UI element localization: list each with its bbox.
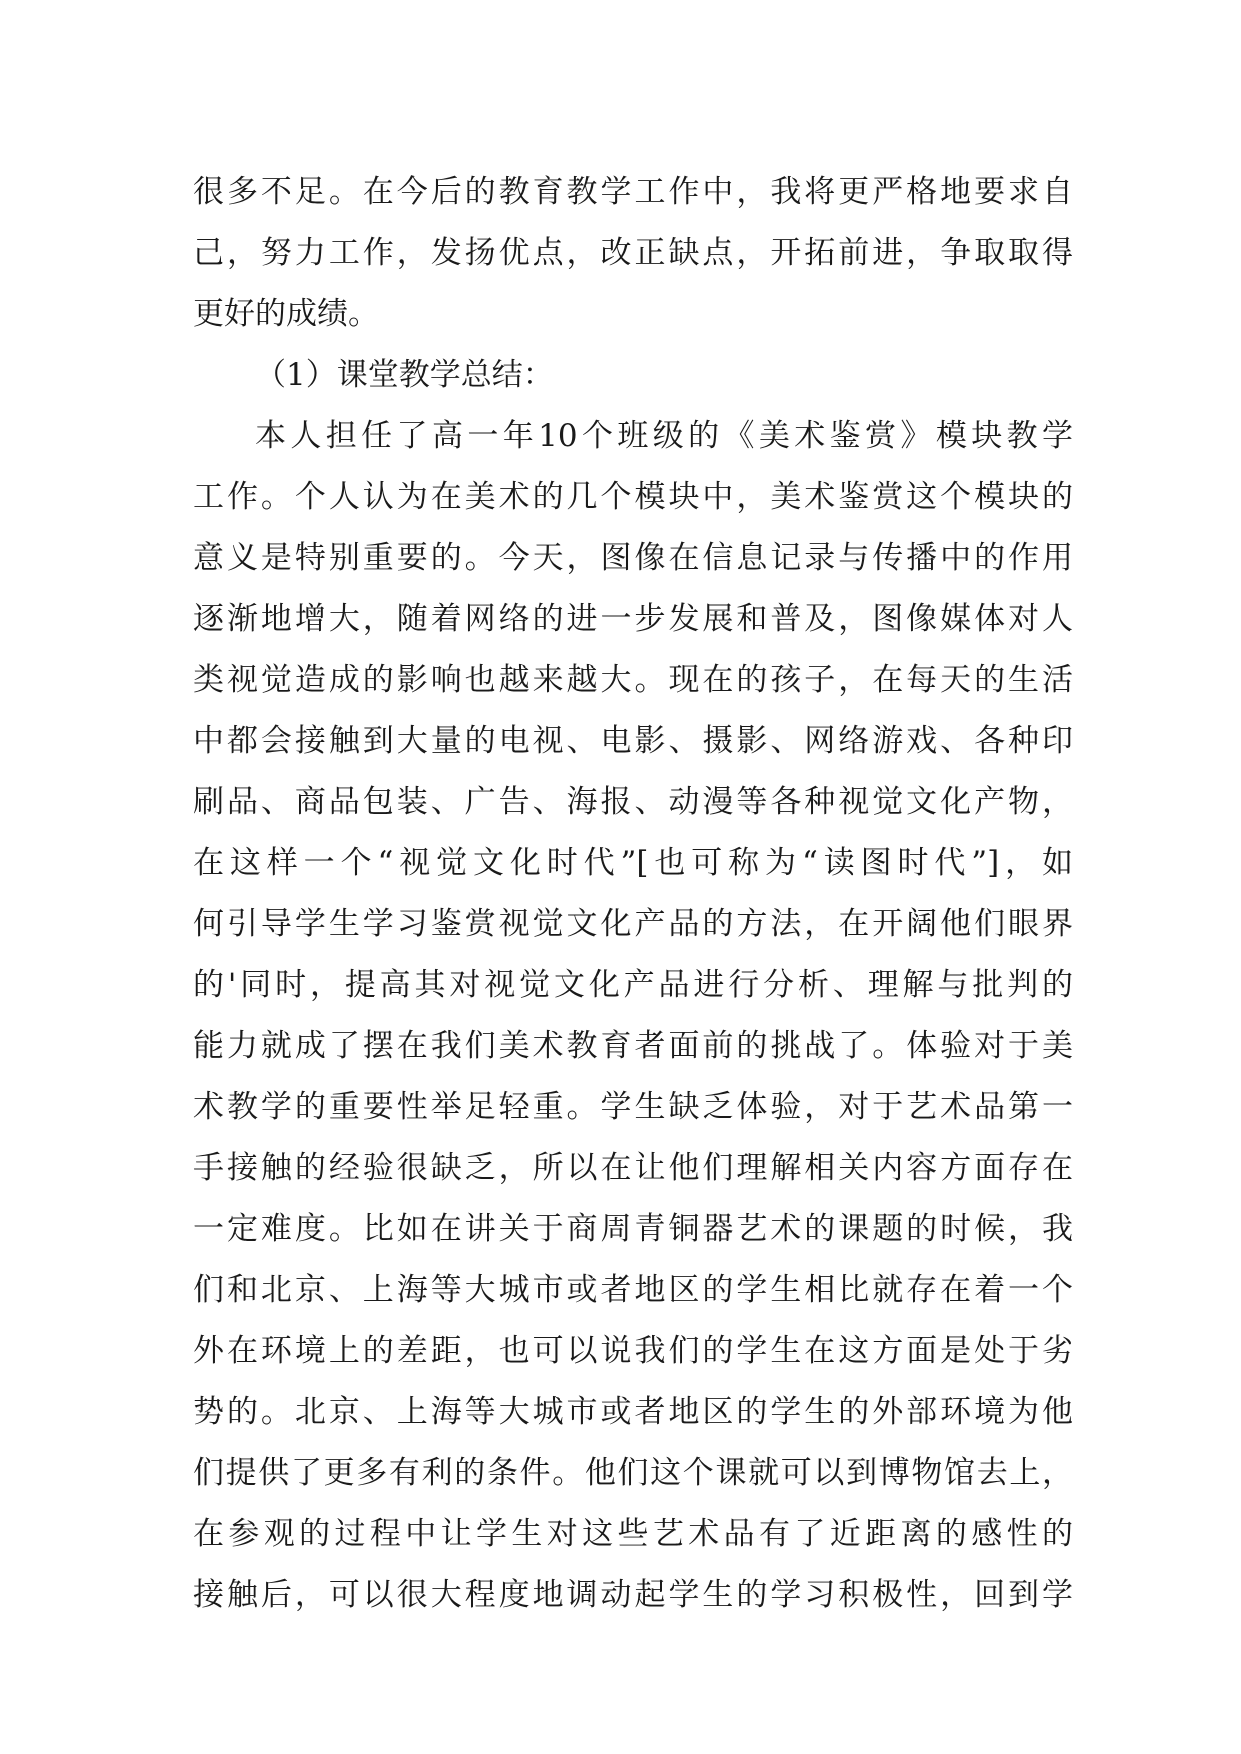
text-line: 己，努力工作，发扬优点，改正缺点，开拓前进，争取取得 bbox=[193, 235, 1073, 271]
text-line: 意义是特别重要的。今天，图像在信息记录与传播中的作用 bbox=[193, 540, 1073, 576]
text-line: 很多不足。在今后的教育教学工作中，我将更严格地要求自 bbox=[193, 174, 1073, 210]
text-line: 刷品、商品包装、广告、海报、动漫等各种视觉文化产物， bbox=[193, 784, 1073, 820]
text-line: 外在环境上的差距，也可以说我们的学生在这方面是处于劣 bbox=[193, 1333, 1073, 1369]
section-heading: （1）课堂教学总结： bbox=[255, 357, 554, 393]
text-line: 接触后，可以很大程度地调动起学生的学习积极性，回到学 bbox=[193, 1577, 1073, 1613]
text-line: 类视觉造成的影响也越来越大。现在的孩子，在每天的生活 bbox=[193, 662, 1073, 698]
text-line: 术教学的重要性举足轻重。学生缺乏体验，对于艺术品第一 bbox=[193, 1089, 1073, 1125]
text-line: 工作。个人认为在美术的几个模块中，美术鉴赏这个模块的 bbox=[193, 479, 1073, 515]
text-line: 何引导学生学习鉴赏视觉文化产品的方法，在开阔他们眼界 bbox=[193, 906, 1073, 942]
text-line: 本人担任了高一年10个班级的《美术鉴赏》模块教学 bbox=[255, 418, 1073, 454]
text-line: 更好的成绩。 bbox=[193, 296, 379, 332]
body-text bbox=[193, 162, 1073, 1626]
text-line: 在参观的过程中让学生对这些艺术品有了近距离的感性的 bbox=[193, 1516, 1073, 1552]
text-line: 中都会接触到大量的电视、电影、摄影、网络游戏、各种印 bbox=[193, 723, 1073, 759]
text-line: 的'同时，提高其对视觉文化产品进行分析、理解与批判的 bbox=[193, 967, 1073, 1003]
text-line: 一定难度。比如在讲关于商周青铜器艺术的课题的时候，我 bbox=[193, 1211, 1073, 1247]
text-line: 手接触的经验很缺乏，所以在让他们理解相关内容方面存在 bbox=[193, 1150, 1073, 1186]
text-line: 势的。北京、上海等大城市或者地区的学生的外部环境为他 bbox=[193, 1394, 1073, 1430]
text-line: 们提供了更多有利的条件。他们这个课就可以到博物馆去上， bbox=[193, 1455, 1073, 1491]
text-line: 在这样一个“视觉文化时代”[也可称为“读图时代”]，如 bbox=[193, 845, 1073, 881]
text-line: 能力就成了摆在我们美术教育者面前的挑战了。体验对于美 bbox=[193, 1028, 1073, 1064]
text-line: 逐渐地增大，随着网络的进一步发展和普及，图像媒体对人 bbox=[193, 601, 1073, 637]
text-line: 们和北京、上海等大城市或者地区的学生相比就存在着一个 bbox=[193, 1272, 1073, 1308]
